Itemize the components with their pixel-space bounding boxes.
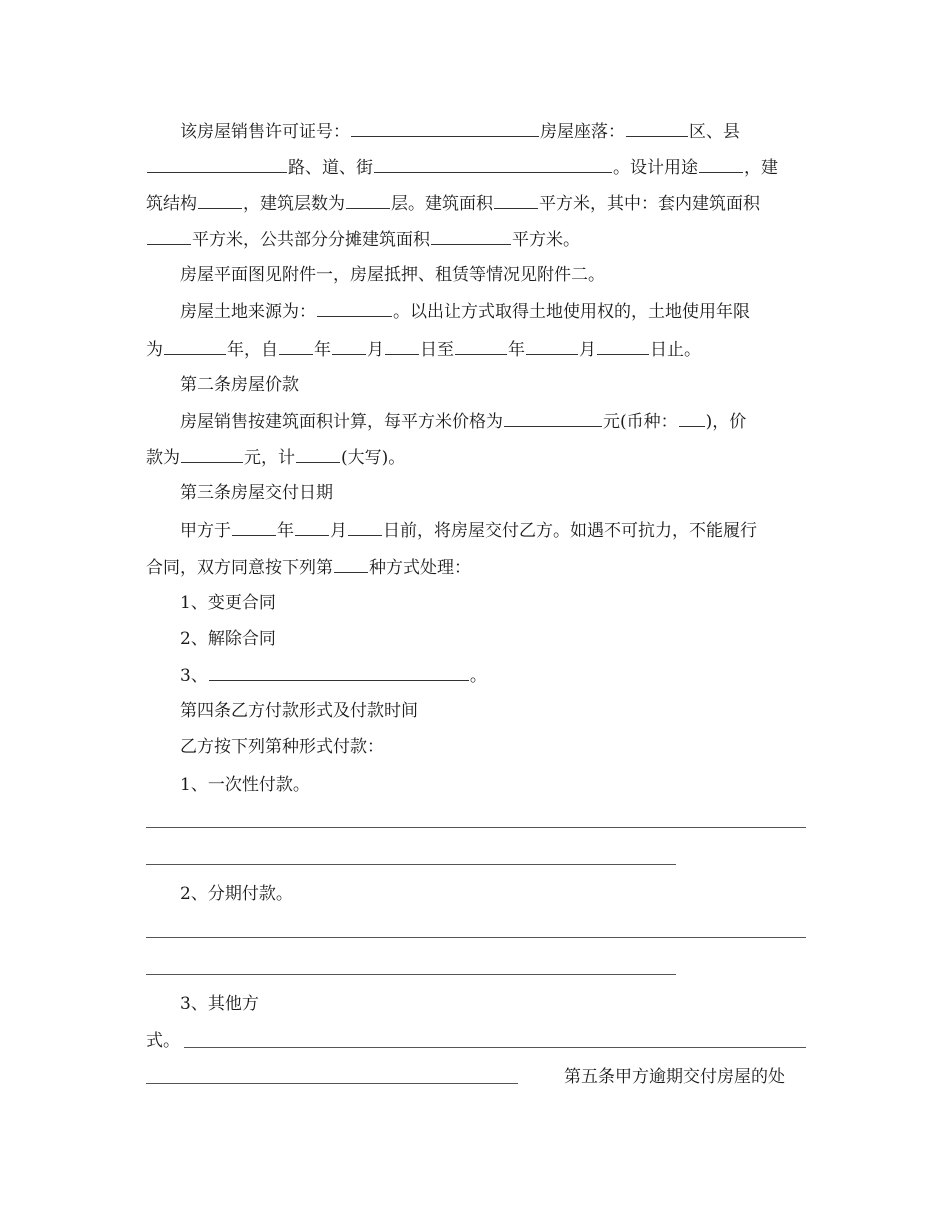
text-segment: 日至 [420,340,454,360]
delivery-line-2 [146,555,471,580]
license-line-2 [146,155,778,180]
blank-to-year [455,337,507,355]
text-segment: 房屋座落： [540,122,625,142]
text-segment: 。 [469,666,487,686]
land-line-2 [146,337,701,362]
fill-line [146,937,806,938]
blank-option-3 [209,663,469,681]
text-segment: 月 [579,340,596,360]
text-segment: 款为 [146,448,180,468]
license-line-1 [180,119,740,144]
blank-currency [679,409,705,427]
blank-delivery-day [348,518,382,536]
license-line-4 [146,227,580,252]
text-segment: 年 [277,521,294,541]
article-3-title: 第三条房屋交付日期 [180,483,333,503]
text-segment: 甲方于 [180,521,231,541]
text-segment: (大写)。 [341,448,406,468]
fill-line [146,974,676,975]
payment-option-3: 3、其他方 [180,994,259,1014]
text-segment: 平方米。 [512,230,580,250]
text-segment: 该房屋销售许可证号： [180,122,350,142]
blank-land-source [317,299,392,317]
text-segment: 3、 [180,666,208,686]
text-segment: 元，计 [244,448,295,468]
text-segment: 月 [367,340,384,360]
blank-shared-area [431,227,511,245]
text-segment: ，建 [744,158,778,178]
text-segment: 种方式处理： [369,558,471,578]
blank-county [147,155,287,173]
payment-option-1: 1、一次性付款。 [180,775,310,795]
land-line-1 [180,299,750,324]
blank-usage [699,155,743,173]
blank-floors [346,191,390,209]
text-segment: 。设计用途 [613,158,698,178]
option-1: 1、变更合同 [180,593,276,613]
payment-option-3-cont [146,1029,180,1053]
blank-structure [198,191,242,209]
text-segment: 层。建筑面积 [391,194,493,214]
article-5-title: 第五条甲方逾期交付房屋的处 [564,1067,785,1087]
price-line-2 [146,445,405,470]
delivery-line-1 [180,518,757,543]
text-segment: 年，自 [227,340,278,360]
blank-to-day [597,337,649,355]
option-2: 2、解除合同 [180,629,276,649]
text-segment: 年 [508,340,525,360]
option-3 [180,663,487,688]
payment-option-2: 2、分期付款。 [180,884,293,904]
blank-total-price [181,445,243,463]
fill-line [184,1047,806,1048]
text-segment: ，建筑层数为 [243,194,345,214]
text-segment: 路、道、街 [288,158,373,178]
blank-from-day [385,337,419,355]
price-line-1 [180,409,746,434]
article-2-title: 第二条房屋价款 [180,375,299,395]
blank-street [374,155,612,173]
text-segment: 区、县 [689,122,740,142]
blank-from-year [279,337,313,355]
blank-to-month [526,337,578,355]
blank-inner-area [147,227,191,245]
blank-area [494,191,538,209]
fill-line [146,1083,518,1084]
text-segment: 元(币种： [603,412,678,432]
text-segment: )，价 [705,412,747,432]
blank-license-no [351,119,539,137]
blank-district [626,119,688,137]
blank-years [164,337,226,355]
text-segment: 。以出让方式取得土地使用权的，土地使用年限 [393,302,750,322]
text-segment: 日前，将房屋交付乙方。如遇不可抗力，不能履行 [383,521,757,541]
blank-from-month [332,337,366,355]
blank-delivery-month [295,518,329,536]
text-segment: 合同，双方同意按下列第 [146,558,333,578]
article-4-title: 第四条乙方付款形式及付款时间 [180,701,418,721]
fill-line [146,827,806,828]
blank-method-no [334,555,368,573]
fill-line [146,864,676,865]
text-segment: 平方米，公共部分分摊建筑面积 [192,230,430,250]
text-segment: 房屋土地来源为： [180,302,316,322]
blank-unit-price [504,409,602,427]
blank-price-words [296,445,340,463]
payment-intro: 乙方按下列第种形式付款： [180,737,384,757]
blank-delivery-year [232,518,276,536]
text-segment: 筑结构 [146,194,197,214]
text-segment: 为 [146,340,163,360]
floorplan-line: 房屋平面图见附件一，房屋抵押、租赁等情况见附件二。 [180,265,605,285]
license-line-3 [146,191,760,216]
text-segment: 平方米，其中：套内建筑面积 [539,194,760,214]
text-segment: 月 [330,521,347,541]
text-segment: 日止。 [650,340,701,360]
text-segment: 式。 [146,1031,180,1051]
text-segment: 房屋销售按建筑面积计算，每平方米价格为 [180,412,503,432]
text-segment: 年 [314,340,331,360]
